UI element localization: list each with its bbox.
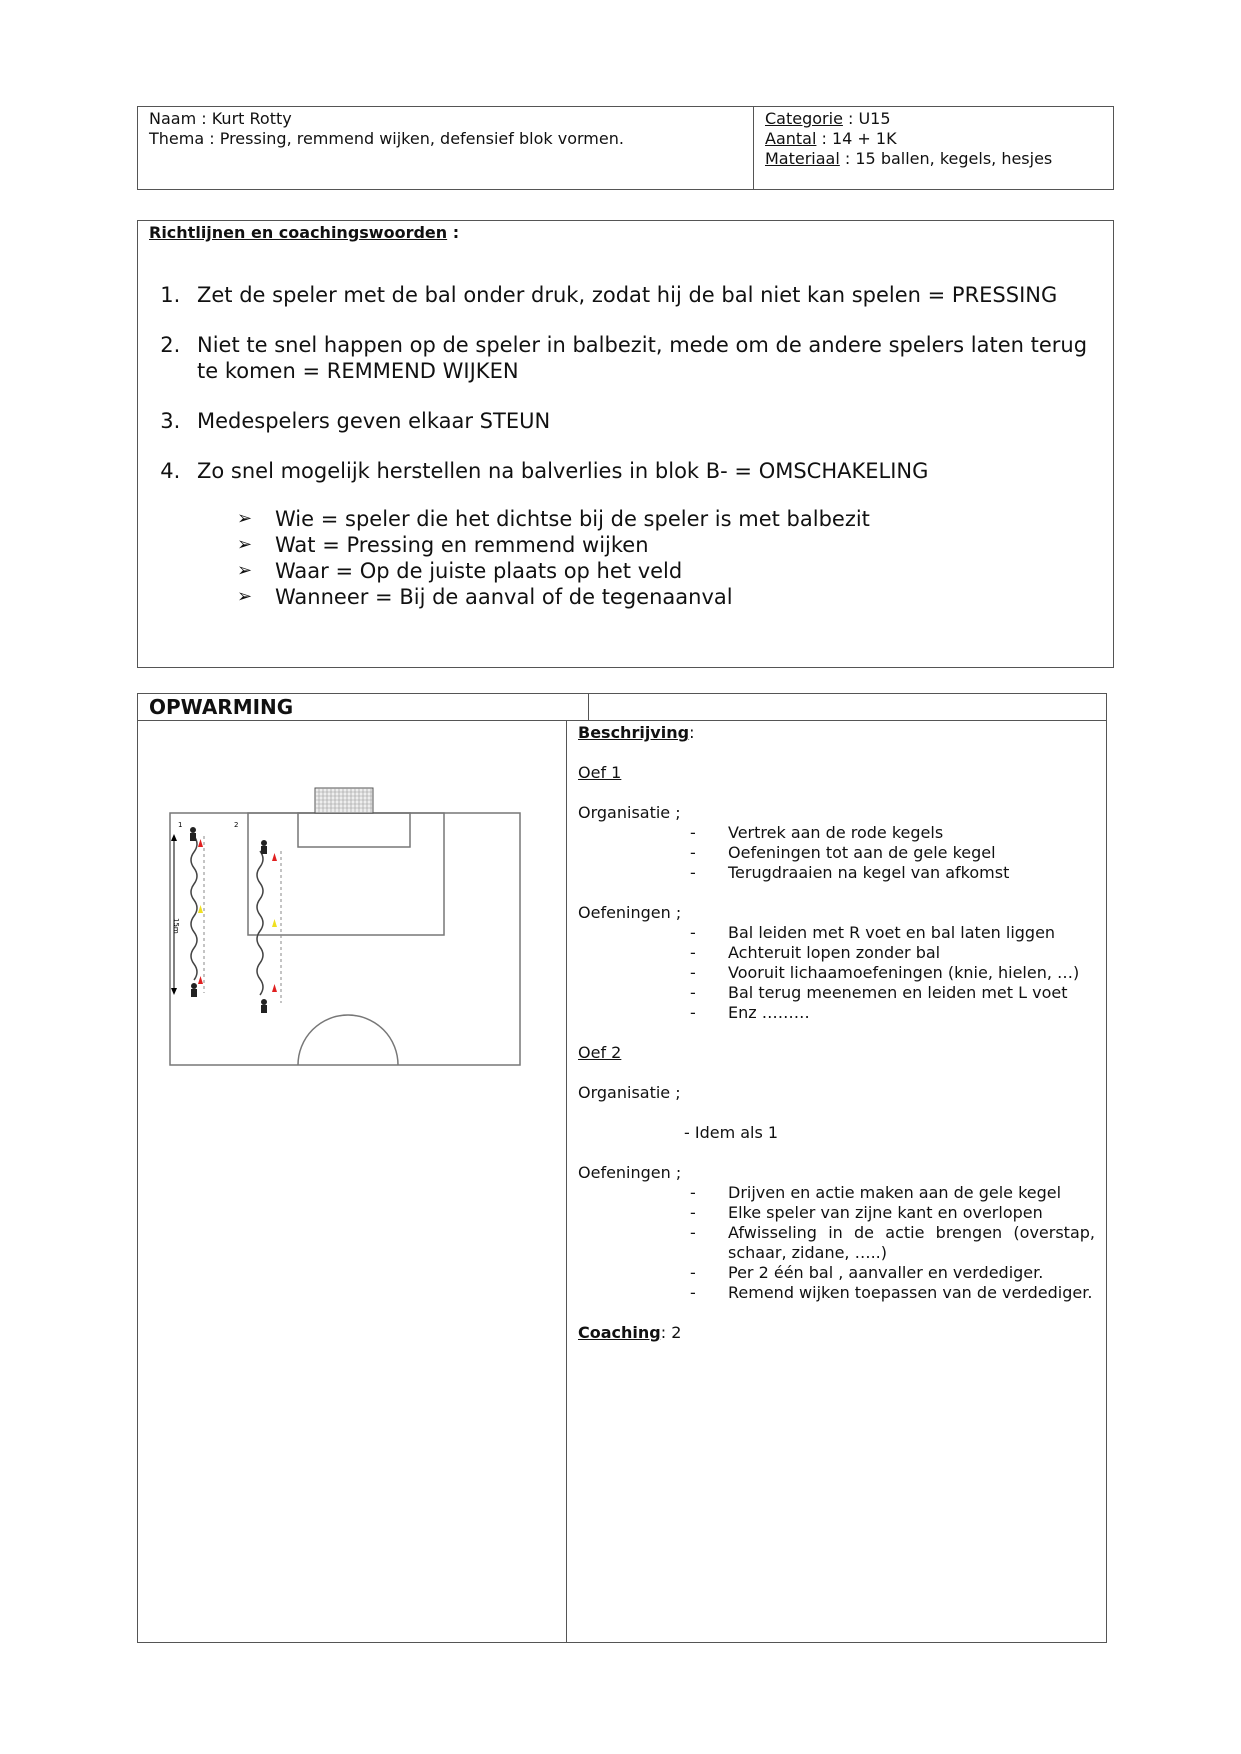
guideline-item: 1. Zet de speler met de bal onder druk, zodat hij de bal niet kan spelen = PRESSING bbox=[187, 282, 1102, 308]
bullet-text: Waar = Op de juiste plaats op het veld bbox=[275, 559, 683, 583]
player-icon bbox=[261, 840, 267, 854]
header-left bbox=[138, 107, 754, 189]
bullet-text: Wie = speler die het dichtse bij de speler is met balbezit bbox=[275, 507, 870, 531]
guidelines-title: Richtlijnen en coachingswoorden bbox=[149, 223, 448, 242]
oef2-label: Oef 2 bbox=[578, 1043, 622, 1062]
categorie-line bbox=[765, 109, 1102, 129]
arrow-bullet-icon: ➢ bbox=[237, 586, 253, 607]
guidelines-bullets bbox=[149, 506, 1102, 610]
goal-area bbox=[298, 813, 410, 847]
organisatie-label-2: Organisatie ; bbox=[578, 1083, 681, 1102]
player-icon bbox=[190, 827, 196, 841]
center-circle bbox=[298, 1015, 398, 1065]
bullet-item bbox=[237, 506, 1102, 532]
oef2-list bbox=[578, 1183, 1095, 1303]
player-icon bbox=[261, 999, 267, 1013]
lane-2-label: 2 bbox=[234, 821, 239, 829]
oefeningen-label-2: Oefeningen ; bbox=[578, 1163, 682, 1182]
red-cone-icon bbox=[272, 853, 277, 861]
red-cone-icon bbox=[198, 839, 203, 847]
org1-list bbox=[578, 823, 1095, 883]
list-item: - Elke speler van zijne kant en overlopen bbox=[690, 1203, 1043, 1222]
naam-line: Naam : Kurt Rotty bbox=[149, 109, 292, 128]
oef1-list bbox=[578, 923, 1095, 1023]
field-diagram bbox=[138, 721, 566, 1643]
arrow-bullet-icon: ➢ bbox=[237, 508, 253, 529]
diagram-cell bbox=[138, 721, 567, 1643]
penalty-area bbox=[248, 813, 444, 935]
list-item: - Per 2 één bal , aanvaller en verdediger. bbox=[690, 1263, 1044, 1282]
aantal-val: : 14 + 1K bbox=[816, 129, 897, 148]
thema-line: Thema : Pressing, remmend wijken, defensief blok vormen. bbox=[149, 129, 624, 148]
categorie-val: : U15 bbox=[842, 109, 891, 128]
beschrijving-label: Beschrijving bbox=[578, 723, 690, 742]
coaching-value: : 2 bbox=[660, 1323, 682, 1342]
opwarming-header-row bbox=[138, 694, 1106, 721]
list-item: - Terugdraaien na kegel van afkomst bbox=[690, 863, 1010, 882]
guidelines-title-suffix: : bbox=[447, 223, 460, 242]
bullet-text: Wanneer = Bij de aanval of de tegenaanval bbox=[275, 585, 733, 609]
opwarming-body-row bbox=[138, 721, 1106, 1643]
coaching-line bbox=[578, 1323, 1095, 1343]
field-outline bbox=[170, 813, 520, 1065]
arrow-bullet-icon: ➢ bbox=[237, 560, 253, 581]
guidelines-title-line bbox=[149, 223, 1102, 242]
organisatie-label-1: Organisatie ; bbox=[578, 803, 681, 822]
list-item: - Achteruit lopen zonder bal bbox=[690, 943, 941, 962]
opwarming-table bbox=[137, 693, 1107, 1643]
bullet-item bbox=[237, 584, 1102, 610]
yellow-cone-icon bbox=[198, 905, 203, 913]
header-right bbox=[754, 107, 1113, 189]
player-icon bbox=[191, 983, 197, 997]
guideline-item: 4. Zo snel mogelijk herstellen na balverlies in blok B- = OMSCHAKELING bbox=[187, 458, 1102, 484]
oef1-label: Oef 1 bbox=[578, 763, 622, 782]
header-table bbox=[137, 106, 1114, 190]
list-item: - Remend wijken toepassen van de verdediger. bbox=[690, 1283, 1093, 1302]
oefeningen-label-1: Oefeningen ; bbox=[578, 903, 682, 922]
org2-line: - Idem als 1 bbox=[684, 1123, 779, 1142]
dribble-path-1 bbox=[191, 836, 197, 980]
list-item: - Vertrek aan de rode kegels bbox=[690, 823, 944, 842]
materiaal-val: : 15 ballen, kegels, hesjes bbox=[839, 149, 1053, 168]
red-cone-icon bbox=[272, 984, 277, 992]
red-cone-icon bbox=[198, 976, 203, 984]
materiaal-line bbox=[765, 149, 1102, 169]
lane-1-label: 1 bbox=[178, 821, 183, 829]
list-item: - Oefeningen tot aan de gele kegel bbox=[690, 843, 996, 862]
dribble-path-2 bbox=[257, 851, 263, 995]
list-item: - Drijven en actie maken aan de gele kegel bbox=[690, 1183, 1062, 1202]
coaching-label: Coaching bbox=[578, 1323, 661, 1342]
aantal-line bbox=[765, 129, 1102, 149]
list-item: - Enz ……… bbox=[690, 1003, 810, 1022]
arrow-bullet-icon: ➢ bbox=[237, 534, 253, 555]
bullet-item bbox=[237, 558, 1102, 584]
guideline-item: 2. Niet te snel happen op de speler in balbezit, mede om de andere spelers laten terug te komen = REMMEND WIJKEN bbox=[187, 332, 1102, 384]
goal-net-icon bbox=[315, 788, 373, 813]
description-cell bbox=[567, 721, 1106, 1643]
categorie-key: Categorie bbox=[765, 109, 843, 128]
guidelines-box bbox=[137, 220, 1114, 668]
guidelines-list bbox=[149, 282, 1102, 484]
list-item: - Bal leiden met R voet en bal laten liggen bbox=[690, 923, 1056, 942]
beschrijving-line: Beschrijving: bbox=[578, 723, 695, 742]
yellow-cone-icon bbox=[272, 919, 277, 927]
list-item: - Afwisseling in de actie brengen (overstap, schaar, zidane, …..) bbox=[690, 1223, 1095, 1262]
distance-label: 15m bbox=[172, 918, 180, 934]
bullet-text: Wat = Pressing en remmend wijken bbox=[275, 533, 649, 557]
aantal-key: Aantal bbox=[765, 129, 817, 148]
materiaal-key: Materiaal bbox=[765, 149, 840, 168]
list-item: - Bal terug meenemen en leiden met L voet bbox=[690, 983, 1068, 1002]
opwarming-title: OPWARMING bbox=[138, 694, 589, 720]
guideline-item: 3. Medespelers geven elkaar STEUN bbox=[187, 408, 1102, 434]
bullet-item bbox=[237, 532, 1102, 558]
list-item: - Vooruit lichaamoefeningen (knie, hielen, …) bbox=[690, 963, 1080, 982]
